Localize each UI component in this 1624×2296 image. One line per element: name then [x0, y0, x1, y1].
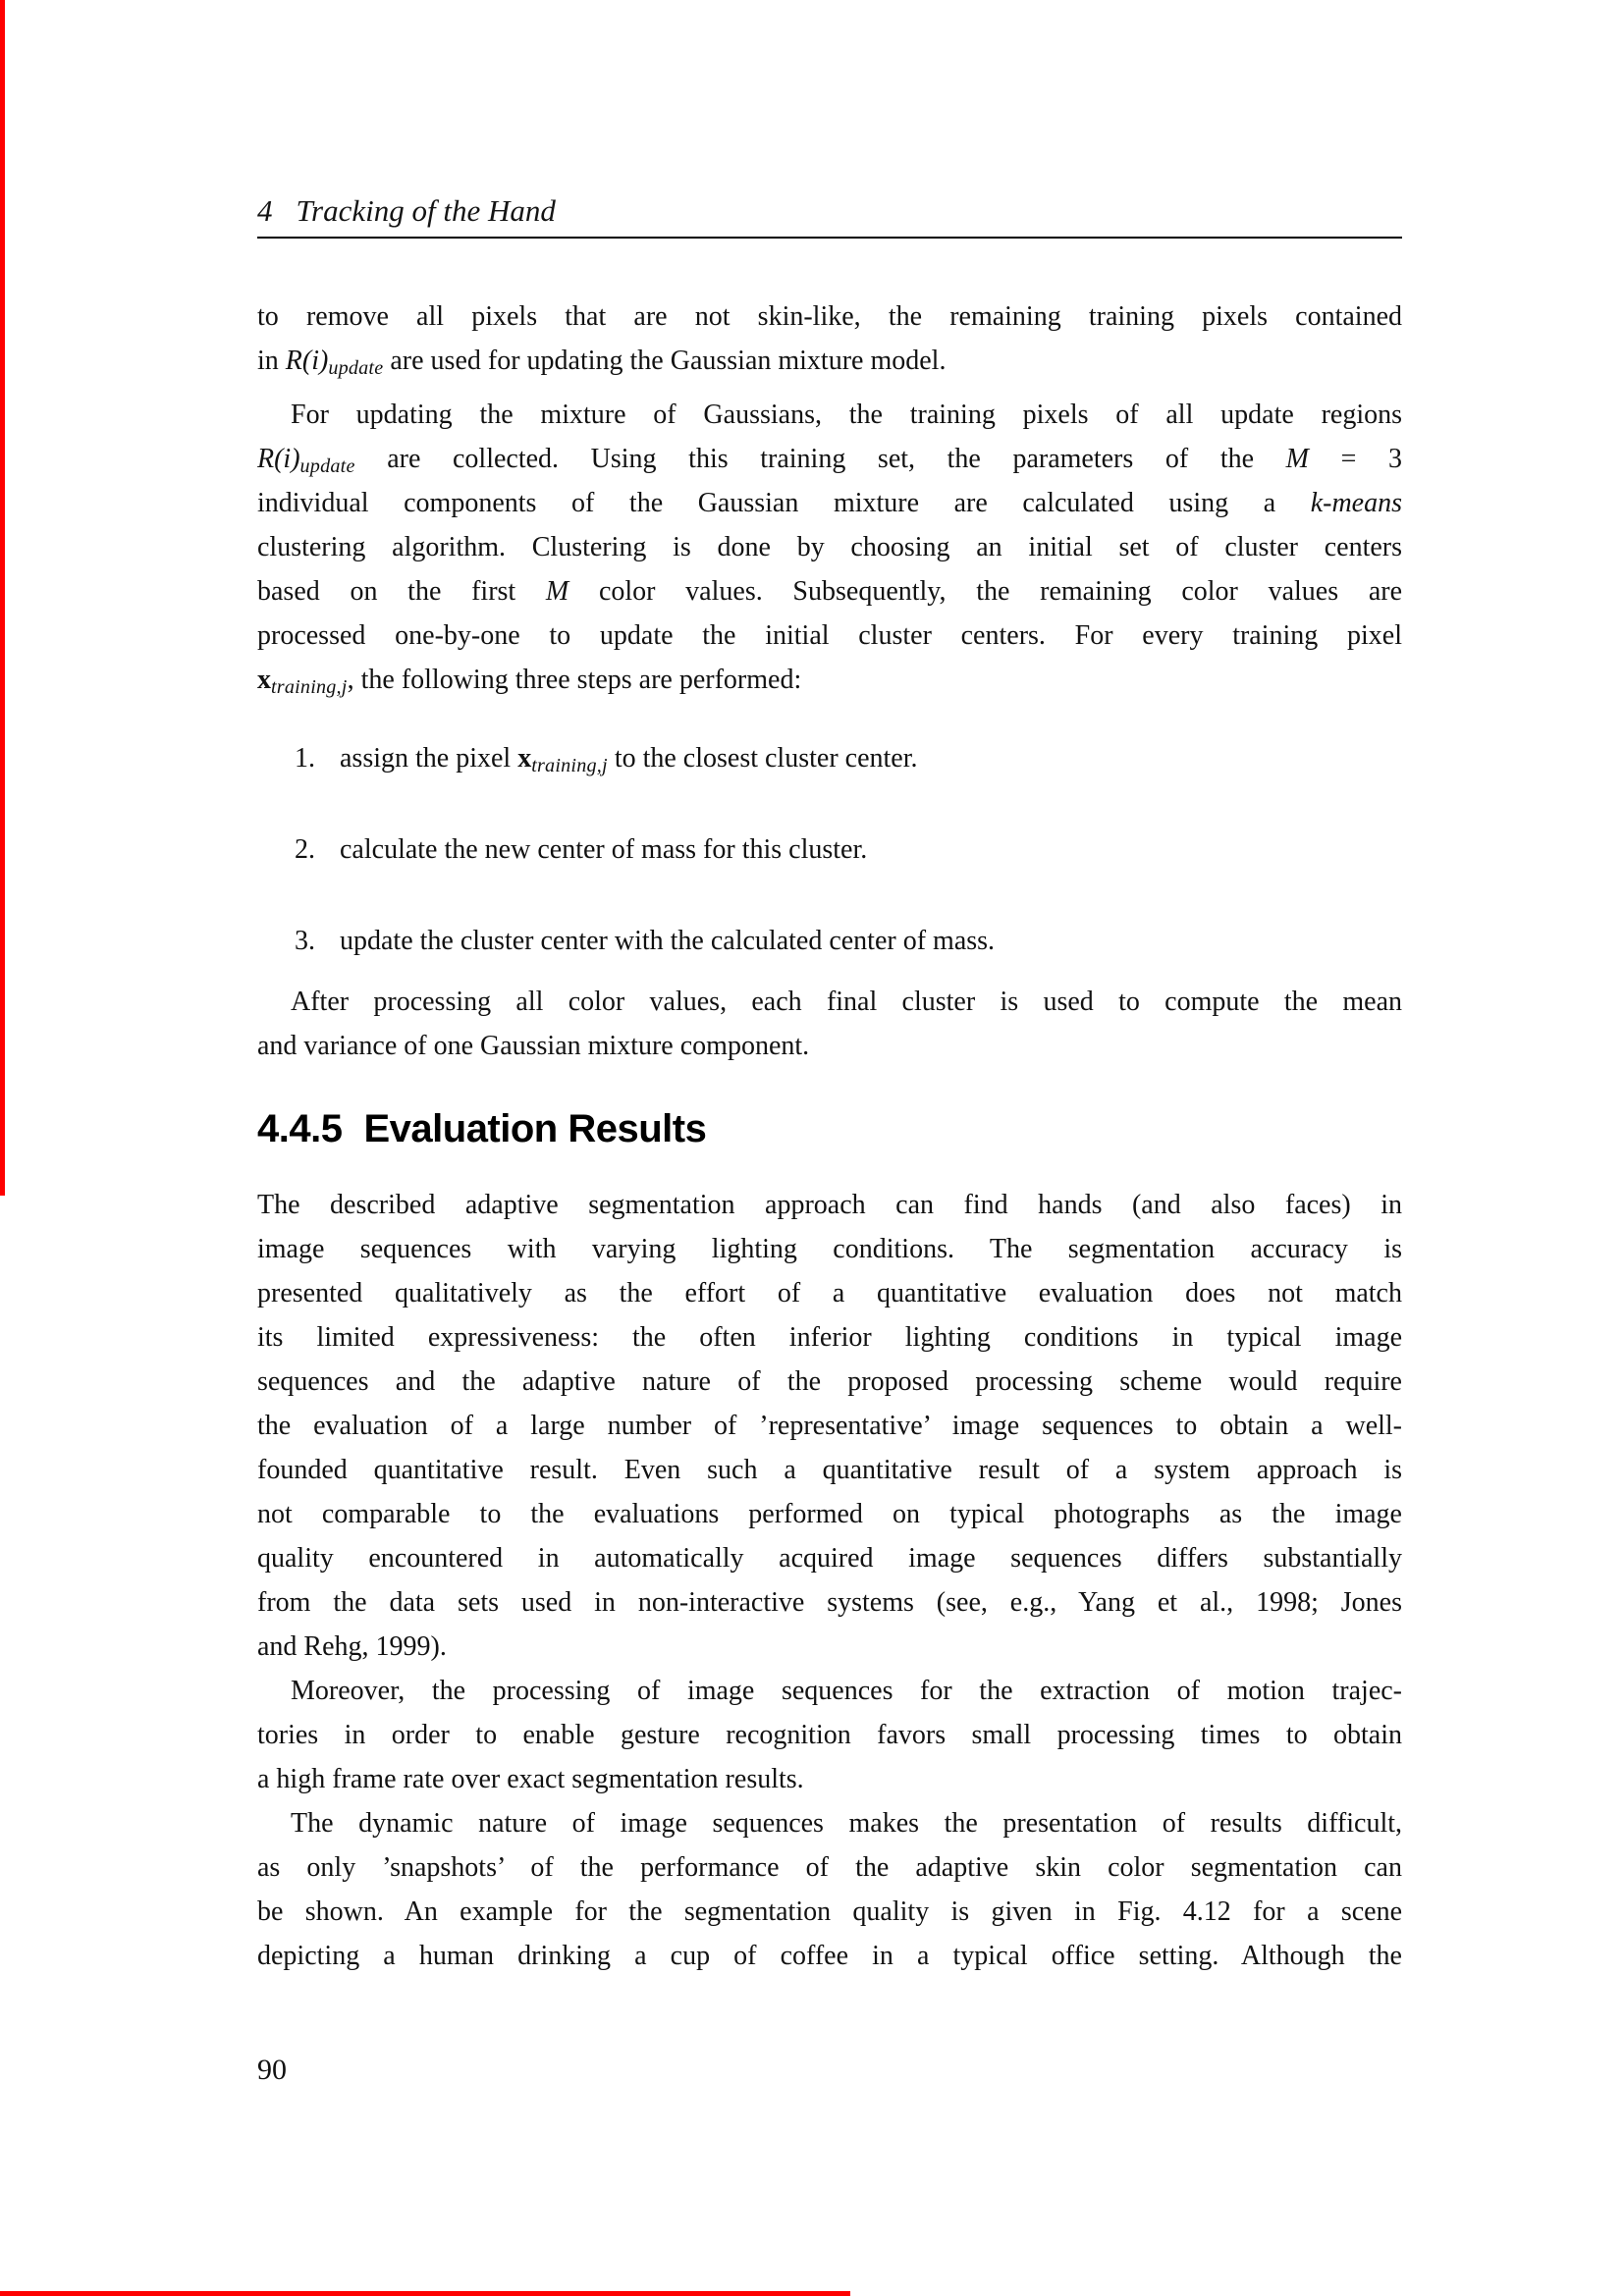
math-subscript: training,j: [531, 754, 608, 776]
chapter-number: 4: [257, 193, 273, 228]
math-vector: x: [517, 743, 532, 774]
text-line: and variance of one Gaussian mixture component.: [257, 1031, 810, 1061]
text-line: depicting a human drinking a cup of coffee in a typical office setting. Although the: [257, 1941, 1402, 1971]
text-line: For updating the mixture of Gaussians, the training pixels of all update regions: [291, 400, 1402, 430]
math-subscript: training,j: [271, 675, 348, 698]
text-run: color values. Subsequently, the remaining color values are: [568, 576, 1403, 607]
text-line: quality encountered in automatically acquired image sequences differs substantially: [257, 1543, 1402, 1574]
math-inline: M: [1285, 444, 1309, 474]
list-item: [295, 919, 1402, 963]
paragraph: [257, 1669, 1402, 1801]
text-line: tories in order to enable gesture recognition favors small processing times to obtain: [257, 1720, 1402, 1750]
list-text: [340, 736, 917, 780]
list-number: 1.: [295, 743, 315, 774]
list-text: update the cluster center with the calculated center of mass.: [340, 926, 996, 956]
header-rule: [257, 237, 1402, 239]
paragraph: [257, 980, 1402, 1068]
text-line: to remove all pixels that are not skin-like, the remaining training pixels contained: [257, 301, 1402, 332]
text-line: After processing all color values, each final cluster is used to compute the mean: [291, 987, 1402, 1017]
running-head-title: Tracking of the Hand: [296, 193, 556, 228]
text-run: = 3: [1308, 444, 1402, 474]
text-line: [257, 481, 1402, 525]
text-line: as only ’snapshots’ of the performance of the adaptive skin color segmentation can: [257, 1852, 1402, 1883]
paragraph: [257, 393, 1402, 702]
math-subscript: update: [299, 454, 355, 477]
list-number: 2.: [295, 834, 315, 865]
text-column: [257, 0, 1402, 2296]
paragraph: [257, 1801, 1402, 1978]
list-item: [295, 736, 1402, 780]
text-run: are collected. Using this training set, the parameters of the: [354, 444, 1286, 474]
text-line: a high frame rate over exact segmentation results.: [257, 1764, 804, 1794]
section-heading: [257, 1105, 1402, 1152]
text-line: founded quantitative result. Even such a quantitative result of a system approach is: [257, 1455, 1402, 1485]
text-run: to the closest cluster center.: [607, 743, 918, 774]
paragraph: [257, 294, 1402, 383]
text-line: [257, 569, 1402, 614]
page-number: 90: [257, 2054, 287, 2086]
text-run: individual components of the Gaussian mixture are calculated using a: [257, 488, 1311, 518]
text-run: are used for updating the Gaussian mixture model.: [383, 346, 947, 376]
text-line: [257, 437, 1402, 481]
term-kmeans: k-means: [1310, 488, 1402, 518]
list-text: calculate the new center of mass for this cluster.: [340, 834, 868, 865]
text-line: its limited expressiveness: the often inferior lighting conditions in typical image: [257, 1322, 1402, 1353]
text-run: based on the first: [257, 576, 546, 607]
text-line: clustering algorithm. Clustering is done by choosing an initial set of cluster centers: [257, 532, 1402, 562]
math-subscript: update: [328, 356, 384, 379]
text-line: [257, 339, 1402, 383]
text-line: [257, 658, 1402, 702]
text-line: image sequences with varying lighting conditions. The segmentation accuracy is: [257, 1234, 1402, 1264]
text-line: The dynamic nature of image sequences makes the presentation of results difficult,: [291, 1808, 1402, 1839]
text-line: processed one-by-one to update the initial cluster centers. For every training pixel: [257, 620, 1402, 651]
text-line: not comparable to the evaluations performed on typical photographs as the image: [257, 1499, 1402, 1529]
text-line: sequences and the adaptive nature of the proposed processing scheme would require: [257, 1366, 1402, 1397]
paragraph: [257, 1183, 1402, 1669]
text-line: presented qualitatively as the effort of a quantitative evaluation does not match: [257, 1278, 1402, 1308]
running-head: [257, 190, 1402, 232]
text-line: from the data sets used in non-interactive systems (see, e.g., Yang et al., 1998; Jones: [257, 1587, 1402, 1618]
math-inline: R(i): [285, 346, 329, 376]
list-item: [295, 828, 1402, 872]
list-number: 3.: [295, 926, 315, 956]
left-crop-mark: [0, 0, 5, 1196]
text-line: be shown. An example for the segmentation quality is given in Fig. 4.12 for a scene: [257, 1896, 1402, 1927]
text-run: in: [257, 346, 286, 376]
text-line: Moreover, the processing of image sequences for the extraction of motion trajec-: [291, 1676, 1402, 1706]
text-line: The described adaptive segmentation approach can find hands (and also faces) in: [257, 1190, 1402, 1220]
text-line: and Rehg, 1999).: [257, 1631, 447, 1662]
math-inline: M: [545, 576, 569, 607]
math-vector: x: [257, 665, 271, 695]
text-run: , the following three steps are performed:: [347, 665, 802, 695]
section-title: Evaluation Results: [363, 1107, 707, 1150]
text-line: the evaluation of a large number of ’representative’ image sequences to obtain a well-: [257, 1411, 1402, 1441]
math-inline: R(i): [257, 444, 300, 474]
text-run: assign the pixel: [340, 743, 518, 774]
section-number: 4.4.5: [257, 1107, 343, 1150]
